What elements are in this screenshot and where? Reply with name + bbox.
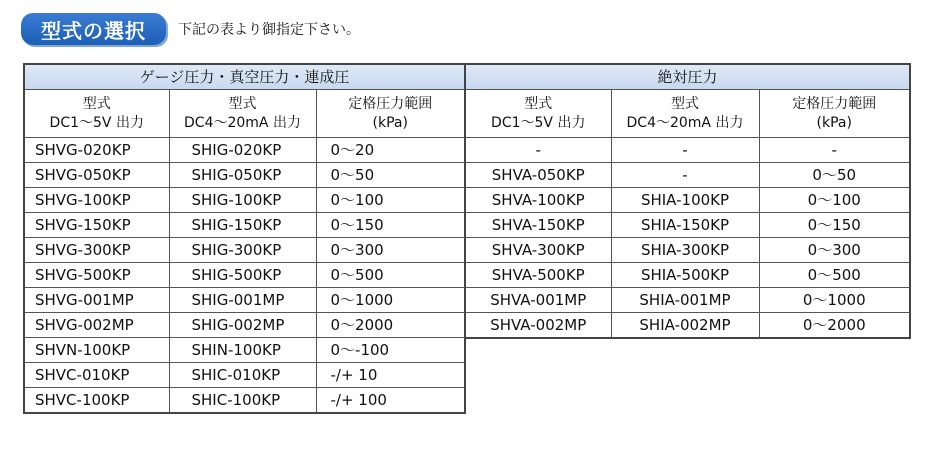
model-current-cell: SHIA-002MP — [611, 313, 759, 339]
table-row — [24, 263, 465, 288]
table-row — [465, 213, 910, 238]
model-current-cell: SHIG-020KP — [169, 138, 316, 163]
table-row — [24, 388, 465, 414]
model-voltage-cell: SHVG-001MP — [24, 288, 169, 313]
table-row — [24, 288, 465, 313]
range-cell: 0～2000 — [759, 313, 910, 339]
range-cell: 0～1000 — [759, 288, 910, 313]
model-current-cell: SHIG-100KP — [169, 188, 316, 213]
page-header — [21, 9, 360, 49]
table-header-row — [465, 90, 910, 138]
model-voltage-cell: SHVG-150KP — [24, 213, 169, 238]
model-current-cell: SHIA-300KP — [611, 238, 759, 263]
table-row — [24, 213, 465, 238]
range-cell: 0～150 — [316, 213, 465, 238]
table-row — [24, 313, 465, 338]
model-voltage-cell: SHVC-010KP — [24, 363, 169, 388]
model-voltage-cell: SHVG-100KP — [24, 188, 169, 213]
column-header-range — [316, 90, 465, 138]
model-voltage-cell: SHVA-150KP — [465, 213, 611, 238]
model-voltage-cell: SHVC-100KP — [24, 388, 169, 414]
table-row — [24, 363, 465, 388]
header-line: 型式 — [82, 95, 111, 112]
range-cell: -/+ 10 — [316, 363, 465, 388]
model-voltage-cell: SHVG-500KP — [24, 263, 169, 288]
model-current-cell: - — [611, 138, 759, 163]
column-header-voltage — [465, 90, 611, 138]
model-current-cell: SHIA-500KP — [611, 263, 759, 288]
model-current-cell: SHIA-150KP — [611, 213, 759, 238]
table-row — [24, 163, 465, 188]
gauge-pressure-table — [23, 63, 466, 414]
model-voltage-cell: SHVG-050KP — [24, 163, 169, 188]
model-current-cell: SHIN-100KP — [169, 338, 316, 363]
model-current-cell: SHIG-002MP — [169, 313, 316, 338]
model-voltage-cell: SHVG-002MP — [24, 313, 169, 338]
table-row — [24, 138, 465, 163]
table-title-row — [465, 64, 910, 90]
table-title: 絶対圧力 — [465, 64, 910, 90]
column-header-voltage — [24, 90, 169, 138]
table-row — [24, 338, 465, 363]
header-line: 型式 — [524, 95, 553, 112]
model-voltage-cell: SHVA-500KP — [465, 263, 611, 288]
model-current-cell: - — [611, 163, 759, 188]
table-row — [465, 238, 910, 263]
range-cell: 0～2000 — [316, 313, 465, 338]
header-line: 定格圧力範囲 — [348, 95, 433, 112]
model-current-cell: SHIG-001MP — [169, 288, 316, 313]
table-row — [465, 188, 910, 213]
header-line: (kPa) — [816, 114, 852, 131]
table-title-row — [24, 64, 465, 90]
table-row — [24, 188, 465, 213]
model-current-cell: SHIA-001MP — [611, 288, 759, 313]
header-line: 定格圧力範囲 — [792, 95, 877, 112]
range-cell: 0～20 — [316, 138, 465, 163]
model-voltage-cell: SHVA-100KP — [465, 188, 611, 213]
model-current-cell: SHIG-050KP — [169, 163, 316, 188]
range-cell: 0～500 — [316, 263, 465, 288]
header-line: DC1～5V 出力 — [491, 114, 586, 131]
column-header-current — [169, 90, 316, 138]
header-line: 型式 — [671, 95, 699, 112]
range-cell: -/+ 100 — [316, 388, 465, 414]
model-current-cell: SHIA-100KP — [611, 188, 759, 213]
model-current-cell: SHIG-300KP — [169, 238, 316, 263]
table-row — [24, 238, 465, 263]
header-line: (kPa) — [372, 114, 408, 131]
model-current-cell: SHIC-010KP — [169, 363, 316, 388]
gauge-table-body — [24, 138, 465, 414]
model-voltage-cell: SHVA-001MP — [465, 288, 611, 313]
range-cell: 0～1000 — [316, 288, 465, 313]
table-row — [465, 288, 910, 313]
section-badge: 型式の選択 — [21, 13, 166, 45]
model-current-cell: SHIG-500KP — [169, 263, 316, 288]
header-line: DC4～20mA 出力 — [184, 114, 301, 131]
model-voltage-cell: - — [465, 138, 611, 163]
header-line: 型式 — [228, 95, 257, 112]
range-cell: 0～300 — [759, 238, 910, 263]
range-cell: 0～-100 — [316, 338, 465, 363]
absolute-pressure-table — [464, 63, 911, 339]
range-cell: 0～50 — [759, 163, 910, 188]
range-cell: 0～50 — [316, 163, 465, 188]
table-row — [465, 163, 910, 188]
table-row — [465, 263, 910, 288]
model-voltage-cell: SHVG-300KP — [24, 238, 169, 263]
range-cell: 0～300 — [316, 238, 465, 263]
model-voltage-cell: SHVA-300KP — [465, 238, 611, 263]
absolute-table-body — [465, 138, 910, 339]
model-voltage-cell: SHVA-002MP — [465, 313, 611, 339]
range-cell: 0～150 — [759, 213, 910, 238]
column-header-current — [611, 90, 759, 138]
table-title: ゲージ圧力・真空圧力・連成圧 — [24, 64, 465, 90]
table-row — [465, 138, 910, 163]
range-cell: - — [759, 138, 910, 163]
model-voltage-cell: SHVA-050KP — [465, 163, 611, 188]
header-line: DC1～5V 出力 — [49, 114, 144, 131]
model-voltage-cell: SHVN-100KP — [24, 338, 169, 363]
model-current-cell: SHIC-100KP — [169, 388, 316, 414]
model-voltage-cell: SHVG-020KP — [24, 138, 169, 163]
range-cell: 0～100 — [316, 188, 465, 213]
table-header-row — [24, 90, 465, 138]
header-line: DC4～20mA 出力 — [626, 114, 744, 131]
column-header-range — [759, 90, 910, 138]
range-cell: 0～100 — [759, 188, 910, 213]
instruction-text: 下記の表より御指定下さい。 — [178, 22, 360, 38]
table-row — [465, 313, 910, 339]
range-cell: 0～500 — [759, 263, 910, 288]
model-current-cell: SHIG-150KP — [169, 213, 316, 238]
